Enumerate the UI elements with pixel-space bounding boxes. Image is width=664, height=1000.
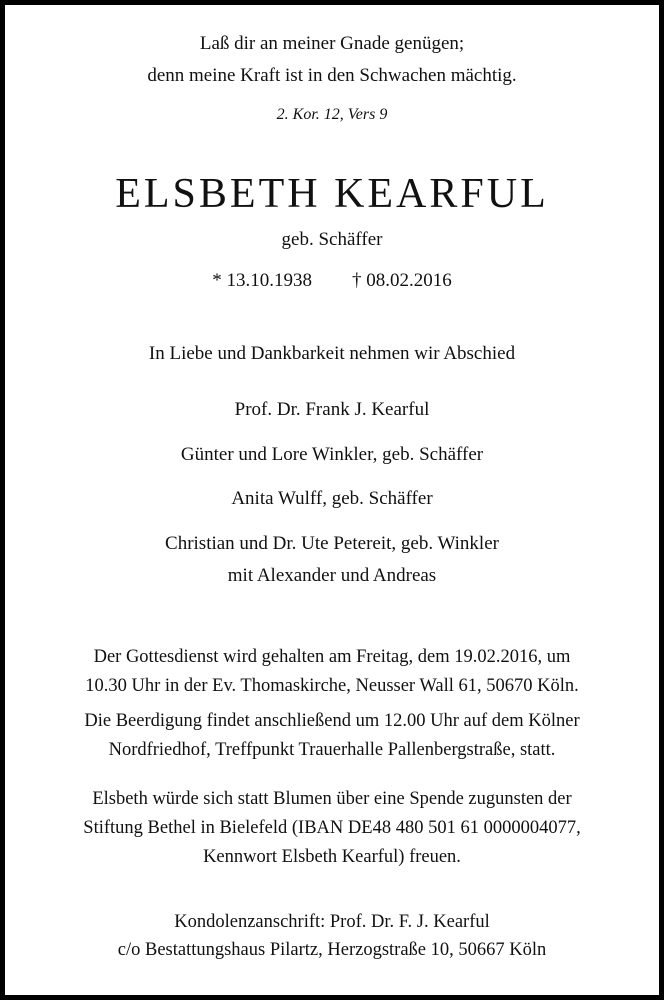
mourner-line: Christian und Dr. Ute Petereit, geb. Winkler bbox=[165, 533, 499, 554]
verse-line-1: Laß dir an meiner Gnade genügen; bbox=[199, 33, 465, 54]
burial-line-2: Nordfriedhof, Treffpunkt Trauerhalle Pallenbergstraße, statt. bbox=[108, 740, 556, 760]
life-dates bbox=[0, 270, 664, 292]
verse-reference: 2. Kor. 12, Vers 9 bbox=[276, 106, 388, 123]
maiden-name: geb. Schäffer bbox=[281, 229, 383, 250]
verse-line-2: denn meine Kraft ist in den Schwachen mächtig. bbox=[147, 65, 517, 86]
donation-line-3: Kennwort Elsbeth Kearful) freuen. bbox=[203, 847, 461, 867]
burial-line-1: Die Beerdigung findet anschließend um 12.00 Uhr auf dem Kölner bbox=[84, 711, 580, 731]
deceased-name: ELSBETH KEARFUL bbox=[115, 171, 549, 217]
death-date: † 08.02.2016 bbox=[352, 270, 452, 291]
service-line-1: Der Gottesdienst wird gehalten am Freitag, dem 19.02.2016, um bbox=[93, 647, 571, 667]
service-line-2: 10.30 Uhr in der Ev. Thomaskirche, Neusser Wall 61, 50670 Köln. bbox=[85, 676, 579, 696]
condolence-line-1: Kondolenzanschrift: Prof. Dr. F. J. Kearful bbox=[174, 912, 490, 932]
donation-line-2: Stiftung Bethel in Bielefeld (IBAN DE48 480 501 61 0000004077, bbox=[83, 818, 581, 838]
condolence-line-2: c/o Bestattungshaus Pilartz, Herzogstraße 10, 50667 Köln bbox=[117, 940, 547, 960]
farewell-text: In Liebe und Dankbarkeit nehmen wir Abschied bbox=[148, 343, 516, 364]
mourner-line: Prof. Dr. Frank J. Kearful bbox=[234, 399, 430, 420]
birth-date: * 13.10.1938 bbox=[212, 270, 312, 291]
mourner-line: Günter und Lore Winkler, geb. Schäffer bbox=[180, 444, 484, 465]
donation-line-1: Elsbeth würde sich statt Blumen über eine Spende zugunsten der bbox=[92, 789, 572, 809]
mourner-line: Anita Wulff, geb. Schäffer bbox=[231, 488, 433, 509]
mourner-line: mit Alexander und Andreas bbox=[227, 565, 437, 586]
